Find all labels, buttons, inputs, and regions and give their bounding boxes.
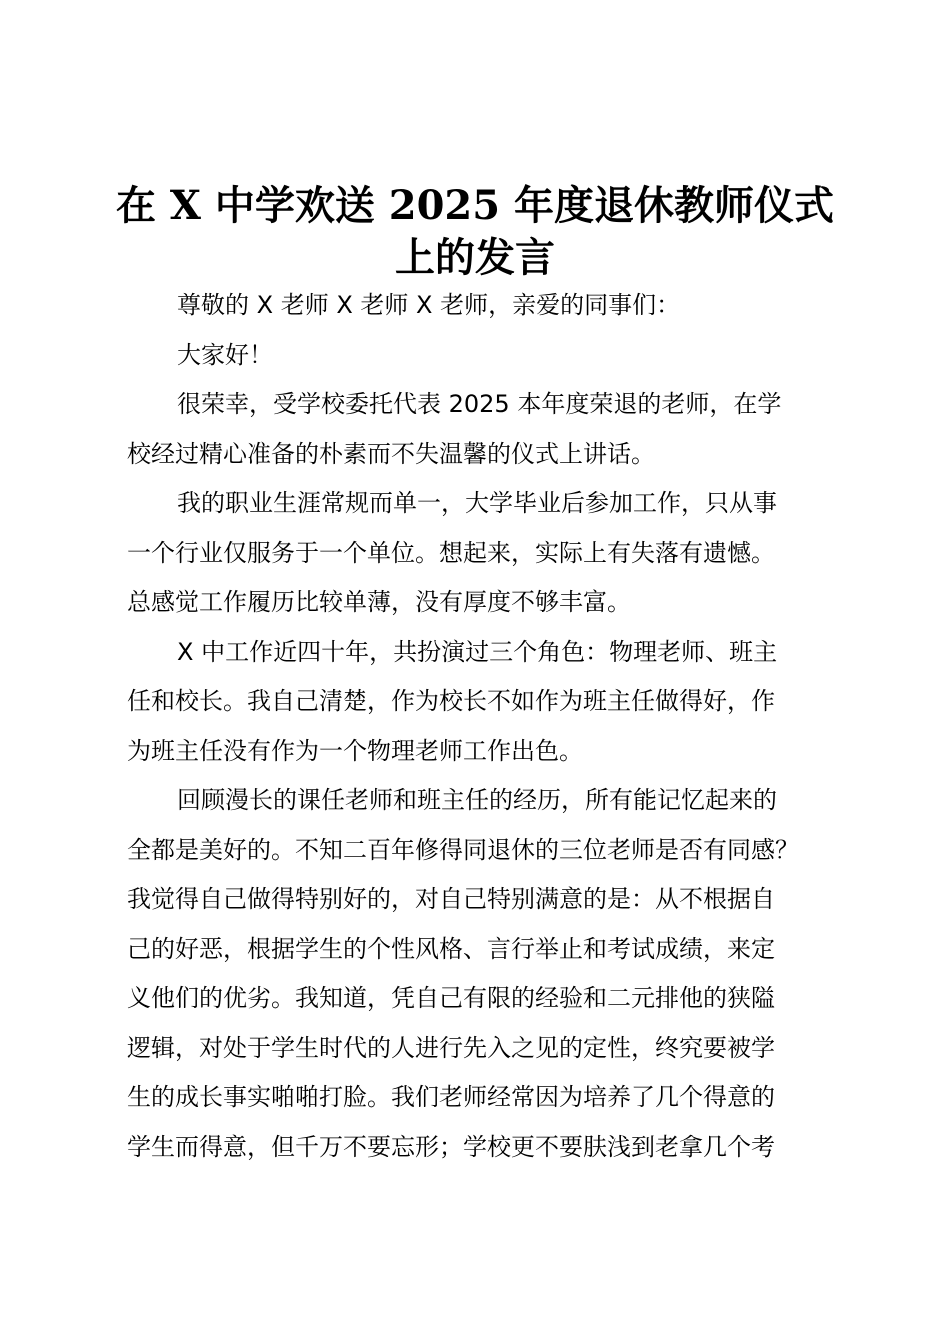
body-paragraph — [127, 628, 837, 777]
paragraph-line: X 中工作近四十年，共扮演过三个角色：物理老师、班主 — [177, 637, 778, 666]
paragraph-line: 回顾漫长的课任老师和班主任的经历，所有能记忆起来的 — [177, 786, 777, 814]
body-paragraph — [127, 776, 837, 1172]
paragraph-line: 任和校长。我自己清楚，作为校长不如作为班主任做得好，作 — [127, 687, 775, 715]
paragraph-line: 全都是美好的。不知二百年修得同退休的三位老师是否有同感？ — [127, 835, 799, 864]
paragraph-line: 为班主任没有作为一个物理老师工作出色。 — [127, 736, 583, 765]
paragraph-line: 生的成长事实啪啪打脸。我们老师经常因为培养了几个得意的 — [127, 1083, 775, 1111]
paragraph-line: 逻辑，对处于学生时代的人进行先入之见的定性，终究要被学 — [127, 1033, 775, 1062]
document-body — [127, 281, 837, 1172]
paragraph-line: 义他们的优劣。我知道，凭自己有限的经验和二元排他的狭隘 — [127, 984, 775, 1012]
paragraph-line: 一个行业仅服务于一个单位。想起来，实际上有失落有遗憾。 — [127, 538, 775, 567]
greeting-paragraph — [127, 331, 837, 381]
paragraph-line: 我觉得自己做得特别好的，对自己特别满意的是：从不根据自 — [127, 885, 775, 913]
title-line-2: 上的发言 — [395, 234, 555, 281]
paragraph-line: 很荣幸，受学校委托代表 2025 本年度荣退的老师，在学 — [177, 390, 782, 418]
paragraph-line: 总感觉工作履历比较单薄，没有厚度不够丰富。 — [127, 588, 631, 616]
body-paragraph — [127, 479, 837, 628]
salutation-paragraph — [127, 281, 837, 331]
document-title — [100, 180, 850, 284]
title-line-1: 在 X 中学欢送 2025 年度退休教师仪式 — [115, 182, 835, 229]
body-paragraph — [127, 380, 837, 479]
paragraph-line: 己的好恶，根据学生的个性风格、言行举止和考试成绩，来定 — [127, 934, 775, 963]
paragraph-line: 学生而得意，但千万不要忘形；学校更不要肤浅到老拿几个考 — [127, 1132, 775, 1161]
paragraph-line: 尊敬的 X 老师 X 老师 X 老师，亲爱的同事们： — [177, 291, 681, 319]
paragraph-line: 大家好！ — [177, 340, 273, 369]
paragraph-line: 我的职业生涯常规而单一，大学毕业后参加工作，只从事 — [177, 489, 777, 517]
paragraph-line: 校经过精心准备的朴素而不失温馨的仪式上讲话。 — [127, 439, 655, 468]
